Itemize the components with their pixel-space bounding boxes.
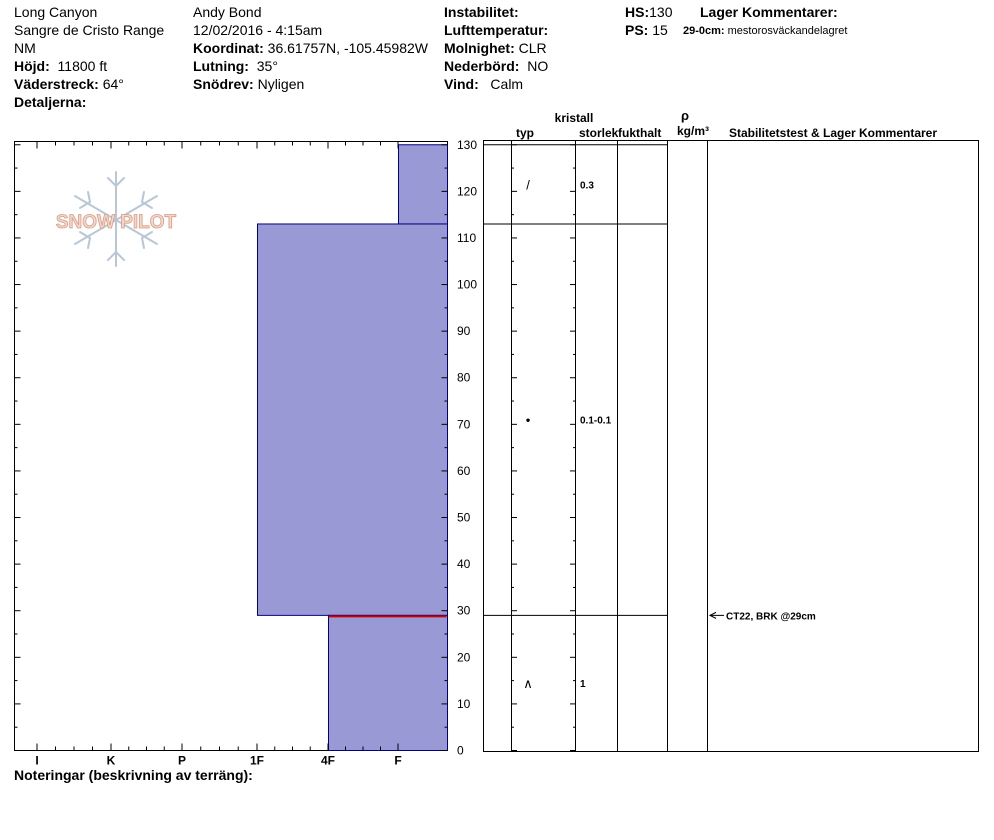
hardness-profile-chart	[0, 135, 480, 775]
elevation-label: Höjd:	[14, 58, 50, 74]
grain-type-symbol: •	[525, 412, 531, 428]
stability-test-result: CT22, BRK @29cm	[726, 611, 816, 623]
x-tick-label: F	[394, 753, 402, 768]
location-name: Long Canyon	[14, 4, 98, 20]
y-tick-label: 0	[457, 743, 464, 758]
precip-value: NO	[527, 58, 549, 74]
wind-drift	[193, 75, 304, 93]
layer-comment	[683, 22, 847, 40]
moisture-header: fukthalt	[618, 126, 662, 140]
aspect	[14, 75, 124, 93]
instability-label: Instabilitet:	[444, 4, 519, 20]
hs-label: HS:	[625, 4, 650, 20]
y-tick-label: 90	[457, 324, 471, 339]
y-tick-label: 60	[457, 463, 471, 478]
slope-label: Lutning:	[193, 58, 249, 74]
hardness-layer-bar	[329, 615, 448, 750]
state-name: NM	[14, 40, 36, 56]
y-tick-label: 30	[457, 603, 471, 618]
sky-value: CLR	[518, 40, 547, 56]
kristall-header: kristall	[554, 111, 594, 125]
sky-cover	[444, 39, 547, 57]
y-tick-label: 120	[457, 184, 478, 199]
coordinates-label: Koordinat:	[193, 40, 264, 56]
y-tick-label: 40	[457, 557, 471, 572]
y-tick-label: 70	[457, 417, 471, 432]
grain-size-value: 0.1-0.1	[580, 415, 612, 427]
x-tick-label: K	[106, 753, 116, 768]
hs-value: 130	[649, 4, 673, 20]
size-header: storlek	[579, 126, 619, 140]
total-snow-depth	[625, 3, 672, 21]
wind-value: Calm	[490, 76, 524, 92]
terrain-notes-label: Noteringar (beskrivning av terräng):	[14, 767, 253, 783]
drift-value: Nyligen	[257, 76, 305, 92]
sky-label: Molnighet:	[444, 40, 515, 56]
table-frame	[484, 141, 979, 752]
y-tick-label: 10	[457, 696, 471, 711]
details-label: Detaljerna:	[14, 94, 87, 110]
x-tick-label: 1F	[249, 753, 265, 768]
typ-header: typ	[516, 126, 534, 140]
wind-label: Vind:	[444, 76, 479, 92]
precipitation	[444, 57, 548, 75]
slope-value: 35°	[256, 58, 278, 74]
ps-value: 15	[652, 22, 668, 38]
y-tick-label: 50	[457, 510, 471, 525]
layer-comment-range: 29-0cm:	[683, 25, 725, 37]
aspect-value: 64°	[102, 76, 124, 92]
aspect-label: Väderstreck:	[14, 76, 99, 92]
wind	[444, 75, 523, 93]
hardness-layer-bar	[399, 145, 448, 224]
ps-label: PS:	[625, 22, 649, 38]
pit-depth	[625, 21, 668, 39]
grain-size-value: 1	[580, 678, 586, 690]
density-symbol: ρ	[680, 108, 690, 123]
y-tick-label: 130	[457, 137, 478, 152]
y-tick-label: 110	[457, 230, 477, 245]
logo-text: SNOW PILOT	[55, 212, 177, 233]
x-tick-label: 4F	[320, 753, 336, 768]
range-name: Sangre de Cristo Range	[14, 22, 165, 38]
y-tick-label: 20	[457, 650, 471, 665]
y-tick-label: 100	[457, 277, 478, 292]
coordinates	[193, 39, 428, 57]
x-tick-label: I	[35, 753, 39, 768]
layer-table	[476, 105, 986, 765]
slope	[193, 57, 278, 75]
stability-header: Stabilitetstest & Lager Kommentarer	[728, 126, 938, 140]
elevation	[14, 57, 107, 75]
grain-type-symbol: /	[526, 177, 530, 193]
grain-type-symbol: ∧	[523, 675, 533, 691]
coordinates-value: 36.61757N, -105.45982W	[267, 40, 428, 56]
precip-label: Nederbörd:	[444, 58, 520, 74]
grain-size-value: 0.3	[580, 180, 594, 192]
observation-datetime: 12/02/2016 - 4:15am	[193, 22, 323, 38]
drift-label: Snödrev:	[193, 76, 254, 92]
y-tick-label: 80	[457, 370, 471, 385]
air-temperature-label: Lufttemperatur:	[444, 22, 549, 38]
x-tick-label: P	[177, 753, 187, 768]
hardness-layer-bar	[258, 224, 448, 615]
observer-name: Andy Bond	[193, 4, 262, 20]
density-unit: kg/m³	[676, 124, 710, 138]
layer-comments-label: Lager Kommentarer:	[700, 4, 838, 20]
layer-comment-text: mestorosväckandelagret	[727, 25, 848, 37]
elevation-value: 11800 ft	[57, 58, 108, 74]
